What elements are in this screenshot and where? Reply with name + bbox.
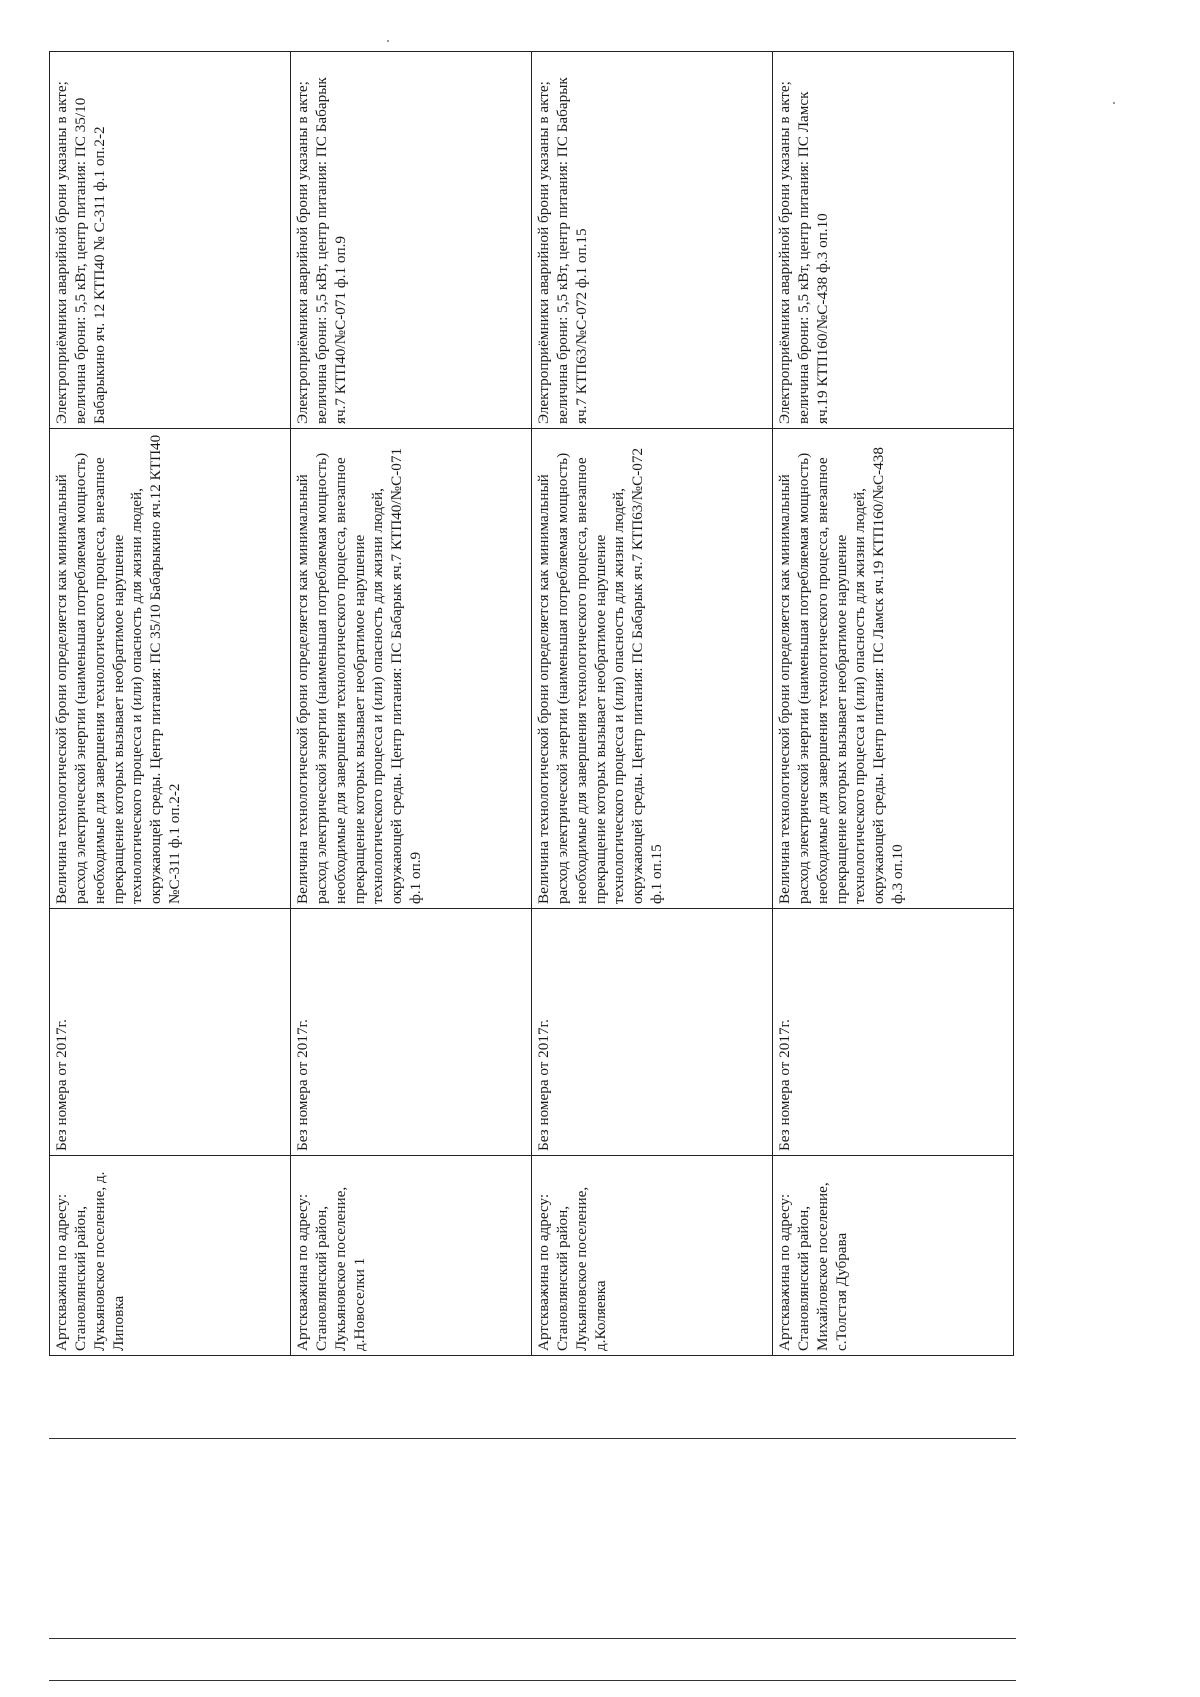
object-address-cell: Артскважина по адресу: Становлянский район, Лукьяновское поселение, д.Новоселки 1 bbox=[291, 1156, 532, 1356]
reserve-cell: Электроприёмники аварийной брони указаны в акте; величина брони: 5,5 кВт, центр питания: ПС Ламск яч.19 КТП160/№С-438 ф.3 оп.10 bbox=[773, 52, 1014, 429]
object-address-cell: Артскважина по адресу: Становлянский район, Лукьяновское поселение, д.Коляевка bbox=[532, 1156, 773, 1356]
document-cell: Без номера от 2017г. bbox=[773, 909, 1014, 1156]
reserve-cell: Электроприёмники аварийной брони указаны в акте; величина брони: 5,5 кВт, центр питания: ПС Бабарык яч.7 КТП40/№С-071 ф.1 оп.9 bbox=[291, 52, 532, 429]
rotated-table-wrapper bbox=[49, 52, 1014, 1356]
horizontal-rule bbox=[49, 1438, 1016, 1439]
horizontal-rule bbox=[49, 1680, 1016, 1681]
table-row bbox=[773, 52, 1014, 1356]
horizontal-rule bbox=[49, 1638, 1016, 1639]
scan-speck bbox=[1113, 102, 1115, 104]
description-cell: Величина технологической брони определяется как минимальный расход электрической энергии (наименьшая потребляемая мощность) необходимые для завершения технологического процесса, внезапное прекращение которых вызывает необратимое нарушение технологического процесса и (или) опасность для жизни людей, окружающей среды. Центр питания: ПС Бабарык яч.7 КТП40/№С-071 ф.1 оп.9 bbox=[291, 429, 532, 909]
description-cell: Величина технологической брони определяется как минимальный расход электрической энергии (наименьшая потребляемая мощность) необходимые для завершения технологического процесса, внезапное прекращение которых вызывает необратимое нарушение технологического процесса и (или) опасность для жизни людей, окружающей среды. Центр питания: ПС 35/10 Бабарыкино яч.12 КТП40 №С-311 ф.1 оп.2-2 bbox=[50, 429, 291, 909]
table-row bbox=[50, 52, 291, 1356]
emergency-reserve-table bbox=[49, 51, 1014, 1356]
scan-speck bbox=[387, 40, 389, 42]
document-cell: Без номера от 2017г. bbox=[291, 909, 532, 1156]
reserve-cell: Электроприёмники аварийной брони указаны в акте; величина брони: 5,5 кВт, центр питания: ПС Бабарык яч.7 КТП63/№С-072 ф.1 оп.15 bbox=[532, 52, 773, 429]
document-cell: Без номера от 2017г. bbox=[532, 909, 773, 1156]
table-row bbox=[291, 52, 532, 1356]
reserve-cell: Электроприёмники аварийной брони указаны в акте; величина брони: 5,5 кВт, центр питания: ПС 35/10 Бабарыкино яч. 12 КТП40 № С-311 ф.1 оп.2-2 bbox=[50, 52, 291, 429]
description-cell: Величина технологической брони определяется как минимальный расход электрической энергии (наименьшая потребляемая мощность) необходимые для завершения технологического процесса, внезапное прекращение которых вызывает необратимое нарушение технологического процесса и (или) опасность для жизни людей, окружающей среды. Центр питания: ПС Бабарык яч.7 КТП63/№С-072 ф.1 оп.15 bbox=[532, 429, 773, 909]
document-cell: Без номера от 2017г. bbox=[50, 909, 291, 1156]
object-address-cell: Артскважина по адресу: Становлянский район, Михайловское поселение, с.Толстая Дубрава bbox=[773, 1156, 1014, 1356]
object-address-cell: Артскважина по адресу: Становлянский район, Лукьяновское поселение, д. Липовка bbox=[50, 1156, 291, 1356]
description-cell: Величина технологической брони определяется как минимальный расход электрической энергии (наименьшая потребляемая мощность) необходимые для завершения технологического процесса, внезапное прекращение которых вызывает необратимое нарушение технологического процесса и (или) опасность для жизни людей, окружающей среды. Центр питания: ПС Ламск яч.19 КТП160/№С-438 ф.3 оп.10 bbox=[773, 429, 1014, 909]
table-row bbox=[532, 52, 773, 1356]
